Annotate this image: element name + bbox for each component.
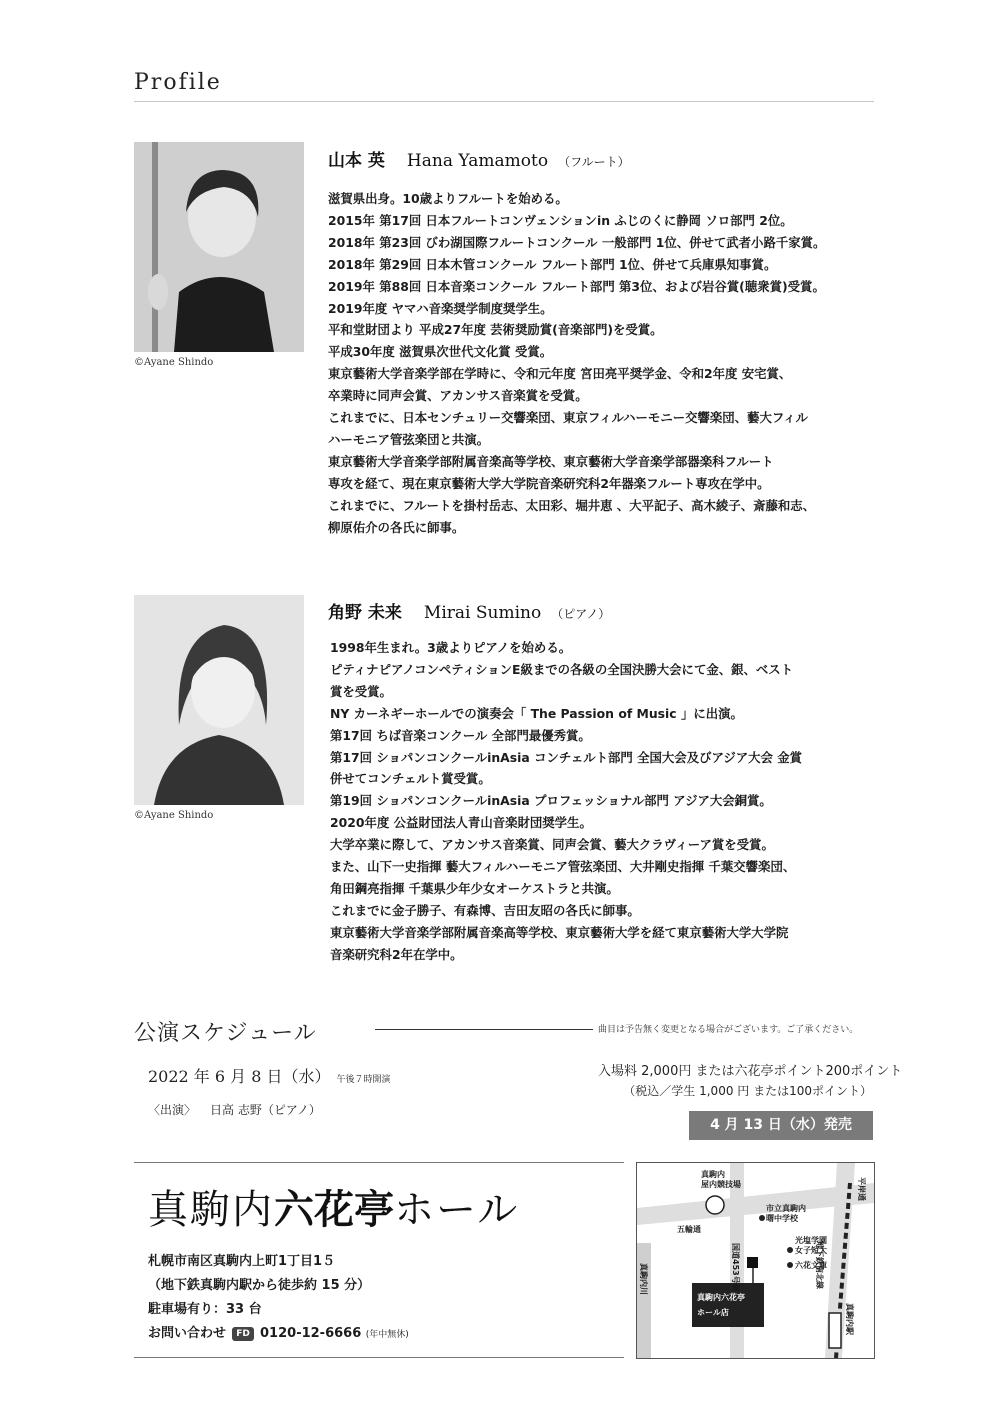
map-label-gorin: 五輪通: [677, 1225, 701, 1234]
contact-label: お問い合わせ: [148, 1326, 227, 1341]
artist-photo-mirai: [134, 595, 304, 805]
bio-line: これまでに金子勝子、有森博、吉田友昭の各氏に師事。: [330, 902, 640, 918]
performer-name: 日高 志野（ピアノ）: [210, 1103, 321, 1117]
logo-part-2: 六花亭: [274, 1187, 394, 1233]
bio-line: これまでに、フルートを掛村岳志、太田彩、堀井恵 、大平記子、高木綾子、斎藤和志、: [328, 497, 816, 513]
map-label-hiragishi: 平岸通: [857, 1177, 866, 1201]
schedule-title: 公演スケジュール: [134, 1021, 317, 1046]
artist-instrument: （フルート）: [558, 155, 630, 169]
map-label-bunko: 六花文庫: [795, 1261, 827, 1270]
map-label-river: 真駒内川: [639, 1263, 648, 1295]
venue-address: 札幌市南区真駒内上町1丁目1５: [148, 1254, 336, 1269]
bio-line: NY カーネギーホールでの演奏会「 The Passion of Music 」に出演。: [330, 705, 743, 721]
hall-logo: [148, 1178, 519, 1235]
bio-line: 第17回 ちば音楽コンクール 全部門最優秀賞。: [330, 727, 591, 743]
map-label-route: 国道453号線: [731, 1243, 740, 1292]
photo-credit: ©Ayane Shindo: [134, 810, 214, 821]
venue-divider-bottom: [134, 1357, 624, 1358]
logo-part-1: 真駒内: [148, 1187, 274, 1233]
map-label-hall: 真駒内六花亭: [697, 1293, 745, 1302]
portrait-flutist-image: [134, 142, 304, 352]
artist-name-hana: [328, 146, 630, 171]
performer-line: [148, 1101, 321, 1118]
freedial-icon: FD: [232, 1327, 254, 1341]
phone-hours: (年中無休): [365, 1330, 409, 1340]
bio-line: 平成30年度 滋賀県次世代文化賞 受賞。: [328, 344, 553, 360]
bio-line: ピティナピアノコンペティションE級までの各級の全国決勝大会にて金、銀、ベスト: [330, 661, 794, 677]
sale-date-badge: 4 月 13 日（水）発売: [689, 1111, 873, 1140]
portrait-pianist-image: [134, 595, 304, 805]
venue-info: [148, 1250, 409, 1347]
map-label-school-2: 曙中学校: [766, 1214, 798, 1223]
bio-line: 東京藝術大学音楽学部在学時に、令和元年度 宮田亮平奨学金、令和2年度 安宅賞、: [328, 366, 792, 382]
bio-line: 2020年度 公益財団法人青山音楽財団奨学生。: [330, 815, 592, 831]
bio-line: また、山下一史指揮 藝大フィルハーモニア管弦楽団、大井剛史指揮 千葉交響楽団、: [330, 859, 796, 875]
artist-name-jp: 山本 英: [328, 151, 385, 171]
schedule-divider: [375, 1029, 593, 1030]
venue-parking: 駐車場有り：33 台: [148, 1302, 262, 1317]
map-label-subway: 地下鉄南北線: [815, 1241, 824, 1289]
artist-name-mirai: [328, 598, 610, 623]
artist-photo-hana: [134, 142, 304, 352]
photo-credit: ©Ayane Shindo: [134, 357, 214, 368]
schedule-note: 曲目は予告無く変更となる場合がございます。ご了承ください。: [598, 1025, 859, 1035]
artist-name-en: Hana Yamamoto: [406, 151, 549, 171]
bio-line: 東京藝術大学音楽学部附属音楽高等学校、東京藝術大学を経て東京藝術大学大学院: [330, 924, 789, 940]
start-time: 午後７時開演: [336, 1075, 391, 1085]
bio-line: 平和堂財団より 平成27年度 芸術奨励賞(音楽部門)を受賞。: [328, 322, 663, 338]
date-text: 2022 年 6 月 8 日（水）: [148, 1067, 331, 1086]
header-divider: [134, 101, 874, 102]
ticket-price-student: （税込／学生 1,000 円 または100ポイント）: [623, 1084, 872, 1098]
ticket-price: 入場料 2,000円 または六花亭ポイント200ポイント: [598, 1064, 903, 1079]
bio-line: 音楽研究科2年在学中。: [330, 946, 463, 962]
bio-line: 1998年生まれ。3歳よりピアノを始める。: [330, 640, 572, 655]
artist-instrument: （ピアノ）: [551, 607, 611, 621]
bio-line: 2015年 第17回 日本フルートコンヴェンションin ふじのくに静岡 ソロ部門 2位。: [328, 212, 793, 228]
venue-divider-top: [134, 1162, 624, 1163]
map-drawing: [637, 1163, 874, 1358]
bio-line: 専攻を経て、現在東京藝術大学大学院音楽研究科2年器楽フルート専攻在学中。: [328, 475, 770, 491]
phone-number: 0120-12-6666: [260, 1326, 362, 1341]
venue-contact: [148, 1322, 409, 1347]
performer-label: 〈出演〉: [148, 1103, 197, 1117]
artist-bio-hana: [328, 188, 888, 539]
map-label-station: 真駒内駅: [845, 1303, 854, 1335]
bio-line: 併せてコンチェルト賞受賞。: [330, 771, 491, 787]
bio-line: ハーモニア管弦楽団と共演。: [328, 431, 490, 447]
map-label-stadium: 真駒内: [701, 1170, 725, 1179]
artist-name-jp: 角野 未来: [328, 603, 402, 623]
bio-line: 柳原佑介の各氏に師事。: [328, 519, 465, 535]
bio-line: 卒業時に同声会賞、アカンサス音楽賞を受賞。: [328, 388, 588, 404]
bio-line: 2019年 第88回 日本音楽コンクール フルート部門 第3位、および岩谷賞(聴衆賞)受賞。: [328, 278, 825, 294]
bio-line: 滋賀県出身。10歳よりフルートを始める。: [328, 191, 568, 206]
bio-line: 大学卒業に際して、アカンサス音楽賞、同声会賞、藝大クラヴィーア賞を受賞。: [330, 837, 774, 853]
bio-line: 東京藝術大学音楽学部附属音楽高等学校、東京藝術大学音楽学部器楽科フルート: [328, 453, 774, 469]
bio-line: 賞を受賞。: [330, 683, 392, 699]
map-label-girls: 光塩学園: [795, 1236, 827, 1245]
map-label-hall-2: ホール店: [697, 1308, 729, 1317]
map-label-girls-2: 女子短大: [795, 1246, 827, 1255]
venue-access: （地下鉄真駒内駅から徒歩約 15 分）: [148, 1278, 371, 1293]
artist-bio-mirai: [330, 637, 890, 966]
bio-line: これまでに、日本センチュリー交響楽団、東京フィルハーモニー交響楽団、藝大フィル: [328, 410, 809, 426]
access-map: [636, 1162, 875, 1359]
bio-line: 2018年 第29回 日本木管コンクール フルート部門 1位、併せて兵庫県知事賞。: [328, 256, 777, 272]
map-label-stadium-2: 屋内競技場: [701, 1180, 741, 1189]
bio-line: 第19回 ショパンコンクールinAsia プロフェッショナル部門 アジア大会銅賞。: [330, 793, 772, 809]
map-label-school: 市立真駒内: [766, 1204, 806, 1213]
logo-part-3: ホール: [394, 1187, 520, 1233]
artist-name-en: Mirai Sumino: [423, 603, 542, 623]
page-title: Profile: [134, 70, 222, 95]
bio-line: 第17回 ショパンコンクールinAsia コンチェルト部門 全国大会及びアジア大会 金賞: [330, 749, 803, 765]
concert-date: [148, 1064, 391, 1087]
bio-line: 角田鋼亮指揮 千葉県少年少女オーケストラと共演。: [330, 880, 619, 896]
bio-line: 2018年 第23回 びわ湖国際フルートコンクール 一般部門 1位、併せて武者小路千家賞。: [328, 234, 826, 250]
bio-line: 2019年度 ヤマハ音楽奨学制度奨学生。: [328, 300, 553, 316]
